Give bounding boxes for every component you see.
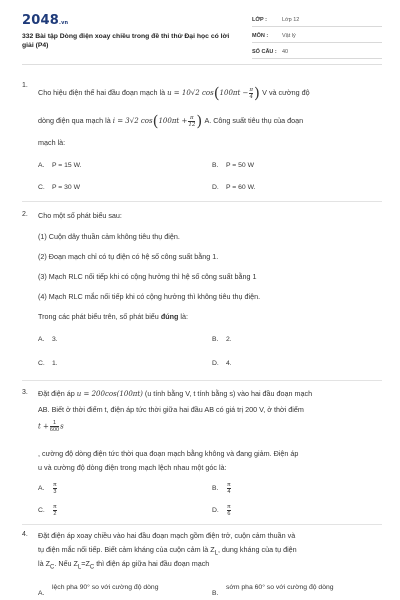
meta-panel: [252, 14, 382, 62]
option-letter: A.: [38, 590, 45, 597]
q4-text-d: . Nếu Z: [54, 559, 78, 568]
option-letter: A.: [38, 162, 45, 169]
sub-c: C: [49, 564, 55, 571]
option-b[interactable]: [212, 336, 232, 343]
question-text-line1: Đặt điện áp xoay chiều vào hai đầu đoạn mạch gồm điện trở, cuộn cảm thuần và: [38, 531, 296, 540]
question-separator: [22, 201, 382, 202]
option-letter: C.: [38, 507, 45, 515]
option-a[interactable]: [38, 482, 58, 495]
class-value: Lớp 12: [282, 17, 300, 23]
time-expression: [38, 420, 64, 433]
option-a[interactable]: [38, 162, 82, 169]
option-b[interactable]: [212, 482, 232, 495]
question-text-line3: [38, 559, 209, 570]
q3-text-a: Đặt điện áp: [38, 389, 75, 398]
q1-text-d: . Công suất tiêu thụ của đoạn: [209, 116, 304, 125]
class-label: LỚP :: [252, 17, 267, 23]
option-letter: A.: [38, 485, 45, 493]
question-number: 1.: [22, 82, 28, 89]
frac-den: 3: [53, 489, 57, 495]
count-value: 40: [282, 49, 289, 55]
subject-label: MÔN :: [252, 33, 269, 39]
u-fraction: [249, 87, 253, 100]
option-text: 1.: [52, 360, 58, 367]
question-separator: [22, 524, 382, 525]
option-text: lệch pha 90° so với cường độ dòng: [52, 584, 159, 591]
statement-2: (2) Đoạn mạch chỉ có tụ điện có hệ số công suất bằng 1.: [38, 252, 219, 261]
q1-text-b: và cường độ: [268, 88, 310, 97]
sub-l: L: [214, 550, 218, 557]
ask-emphasis: đúng: [160, 312, 179, 321]
t-fraction: [50, 420, 59, 433]
option-letter: B.: [212, 485, 219, 493]
q1-text-c: dòng điện qua mạch là: [38, 116, 111, 125]
document-title: 332 Bài tập Dòng điện xoay chiều trong đề thi thử Đại học có lời giải (P4): [22, 33, 230, 49]
option-fraction: [53, 504, 57, 517]
option-letter: D.: [212, 184, 219, 191]
question-text-line5: u và cường độ dòng điện trong mạch lệch nhau một góc là:: [38, 463, 227, 472]
question-text-line2: [38, 545, 297, 556]
option-fraction: [53, 482, 57, 495]
statement-4: (4) Mạch RLC mắc nối tiếp khi có cộng hưởng thì không tiêu thụ điện.: [38, 292, 261, 301]
option-letter: C.: [38, 360, 45, 367]
frac-num: π: [227, 482, 231, 488]
frac-den: 6: [227, 511, 231, 517]
meta-row-class: [252, 14, 382, 27]
option-text: P = 30 W: [52, 184, 81, 191]
option-text: 3.: [52, 336, 58, 343]
option-letter: A.: [38, 336, 45, 343]
i-arg: 100πt +: [158, 117, 188, 125]
logo-suffix: .vn: [58, 20, 69, 26]
q4-text-b: , dung kháng của tụ điện: [217, 545, 297, 554]
ask-text-a: Trong các phát biểu trên, số phát biểu: [38, 312, 159, 321]
question-text-line2: AB. Biết ở thời điểm t, điện áp tức thời giữa hai đầu AB có giá trị 200 V, ở thời điểm: [38, 405, 304, 414]
u-unit: V: [262, 88, 267, 97]
option-d[interactable]: [212, 360, 232, 367]
ask-text-b: là:: [180, 312, 188, 321]
frac-num: π: [53, 482, 57, 488]
paren-open: (: [152, 112, 159, 130]
i-unit: A: [204, 116, 210, 125]
q4-text-c: là Z: [38, 559, 50, 568]
site-logo[interactable]: [22, 13, 68, 28]
option-fraction: [227, 482, 231, 495]
u-frac-den: 4: [249, 93, 253, 100]
frac-den: 2: [53, 511, 57, 517]
option-a[interactable]: [38, 584, 159, 597]
i-frac-num: π: [190, 114, 194, 121]
option-text: 2.: [226, 336, 232, 343]
subject-value: Vật lý: [282, 33, 296, 39]
count-label: SỐ CÂU :: [252, 49, 277, 55]
i-lhs: i = 3√2 cos: [112, 117, 153, 125]
option-text: P = 15 W.: [52, 162, 82, 169]
option-c[interactable]: [38, 360, 58, 367]
i-expression: [112, 112, 205, 130]
q4-text-f: thì điện áp giữa hai đầu đoạn mạch: [96, 559, 210, 568]
q1-text-a: Cho hiệu điện thế hai đầu đoạn mạch là: [38, 88, 166, 97]
t-prefix: t +: [38, 422, 49, 431]
question-stem: Cho một số phát biểu sau:: [38, 211, 122, 220]
option-letter: D.: [212, 507, 219, 515]
option-letter: C.: [38, 184, 45, 191]
paren-close: ): [196, 112, 203, 130]
question-number: 4.: [22, 531, 28, 538]
option-letter: B.: [212, 590, 219, 597]
option-d[interactable]: [212, 184, 256, 191]
option-a[interactable]: [38, 336, 58, 343]
question-text-line4: , cường độ dòng điện tức thời qua đoạn mạch bằng không và đang giảm. Điện áp: [38, 449, 299, 458]
paren-open: (: [213, 84, 220, 102]
question-number: 3.: [22, 389, 28, 396]
option-b[interactable]: [212, 584, 334, 597]
u-lhs: u = 10√2 cos: [167, 89, 214, 97]
option-c[interactable]: [38, 504, 58, 517]
question-separator: [22, 380, 382, 381]
option-b[interactable]: [212, 162, 254, 169]
u-arg: 100πt −: [219, 89, 249, 97]
frac-num: π: [227, 504, 231, 510]
statement-1: (1) Cuộn dây thuần cảm không tiêu thụ điện.: [38, 232, 180, 241]
q4-text-a: tụ điện mắc nối tiếp. Biết cảm kháng của cuộn cảm là Z: [38, 545, 215, 554]
meta-row-count: [252, 46, 382, 59]
t-frac-den: 600: [49, 427, 60, 433]
t-frac-num: 1: [52, 420, 57, 426]
question-ask: [38, 312, 188, 321]
i-fraction: [188, 115, 195, 128]
paren-close: ): [254, 84, 260, 102]
i-frac-den: 12: [188, 121, 196, 128]
sub-l: L: [77, 564, 82, 571]
option-fraction: [227, 504, 231, 517]
logo-text: 2048: [22, 13, 59, 28]
option-letter: D.: [212, 360, 219, 367]
option-c[interactable]: [38, 184, 80, 191]
u-frac-num: π: [249, 86, 254, 93]
header-divider: [22, 64, 382, 65]
question-text: [38, 84, 310, 102]
u-expression: u = 200cos(100πt): [76, 390, 143, 398]
frac-den: 4: [227, 489, 231, 495]
option-letter: B.: [212, 162, 219, 169]
option-text: 4.: [226, 360, 232, 367]
sub-c: C: [89, 564, 95, 571]
question-text-line2: [38, 112, 303, 130]
option-text: P = 60 W.: [226, 184, 256, 191]
frac-num: π: [53, 504, 57, 510]
u-expression: [167, 84, 262, 102]
q3-text-b: (u tính bằng V, t tính bằng s) vào hai đầu đoạn mạch: [144, 389, 313, 398]
option-text: P = 50 W: [226, 162, 255, 169]
question-text-line3: mạch là:: [38, 138, 66, 147]
option-letter: B.: [212, 336, 219, 343]
t-unit: s: [60, 422, 64, 431]
meta-row-subject: [252, 30, 382, 43]
option-d[interactable]: [212, 504, 232, 517]
option-text: sớm pha 60° so với cường độ dòng: [226, 584, 334, 591]
q4-text-e: =Z: [81, 559, 90, 568]
document-header: [0, 0, 400, 62]
statement-3: (3) Mạch RLC nối tiếp khi có cộng hưởng thì hệ số công suất bằng 1: [38, 272, 257, 281]
question-text-line1: [38, 389, 312, 398]
question-number: 2.: [22, 211, 28, 218]
